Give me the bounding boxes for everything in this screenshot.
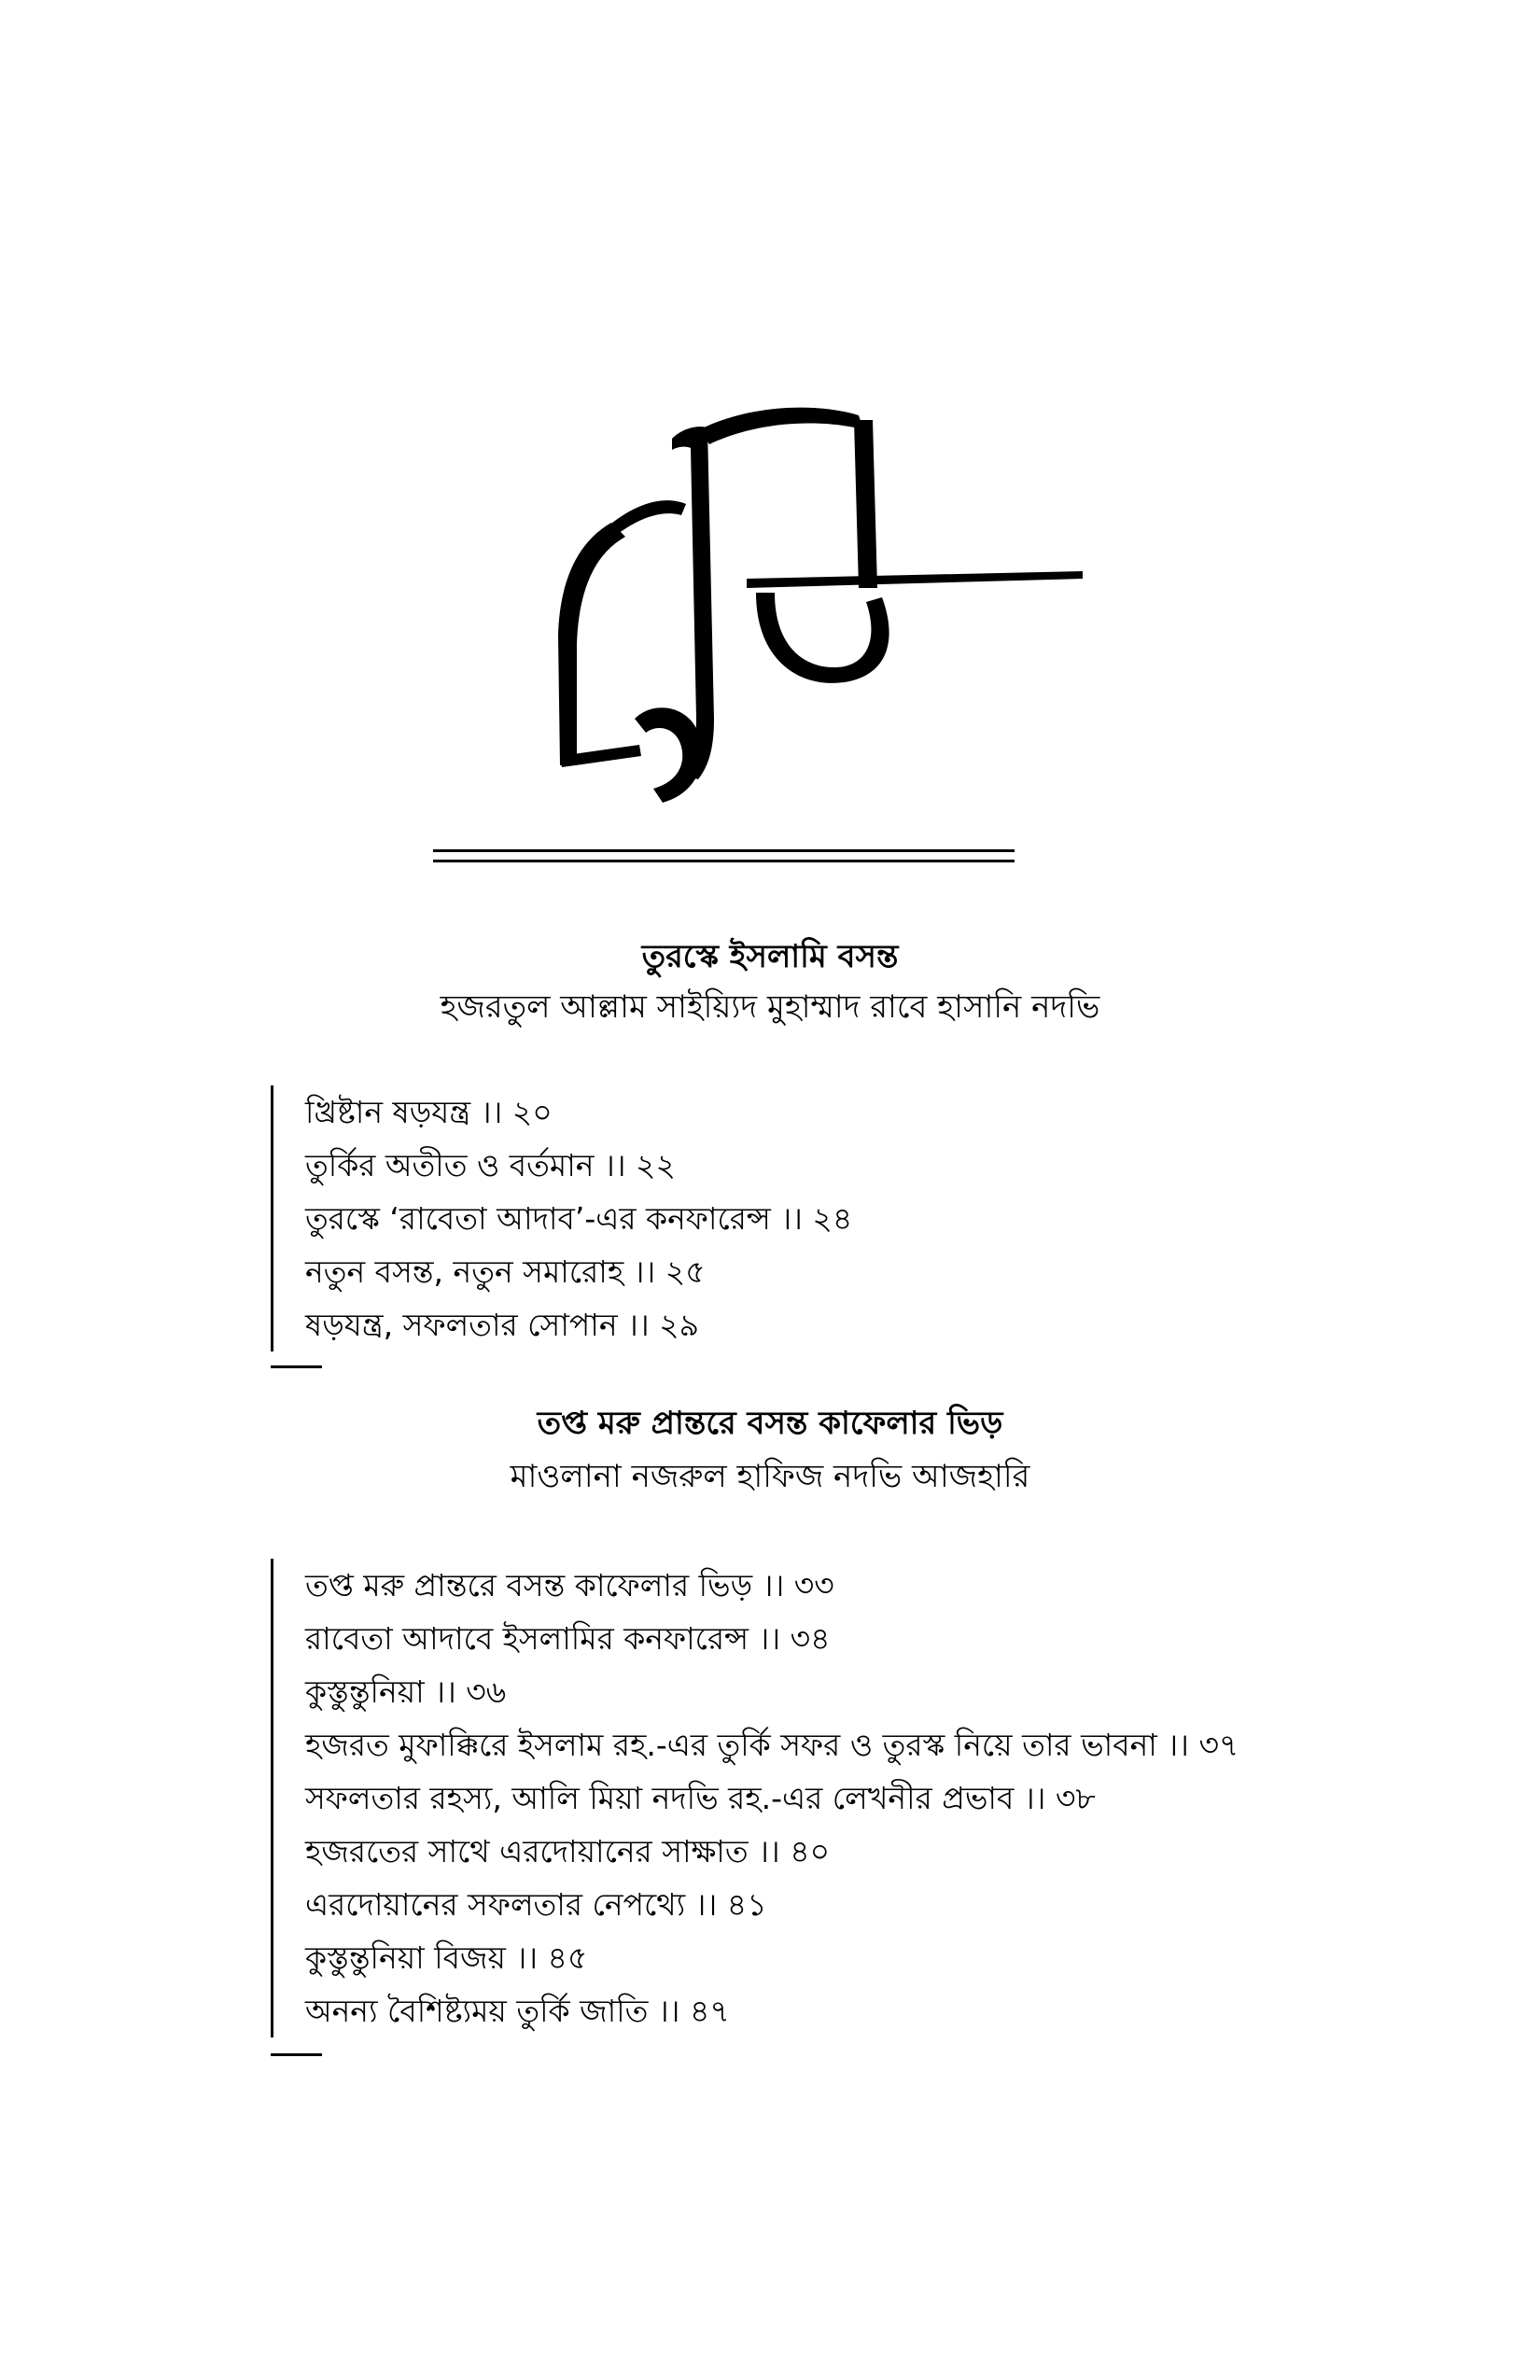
section-1-author: হজরতুল আল্লাম সাইয়্যিদ মুহাম্মাদ রাবে হাসানি নদভি [440,988,1100,1026]
toc-entry[interactable]: ষড়যন্ত্র, সফলতার সোপান ।। ২৯ [305,1307,700,1343]
section-2-author: মাওলানা নজরুল হাফিজ নদভি আজহারি [510,1458,1030,1495]
toc-entry[interactable]: হজরত মুফাক্কিরে ইসলাম রহ.-এর তুর্কি সফর ও তুরস্ক নিয়ে তার ভাবনা ।। ৩৭ [305,1727,1239,1763]
toc-entry[interactable]: তুর্কির অতীত ও বর্তমান ।। ২২ [305,1147,676,1183]
section-1-toc [271,1085,852,1351]
toc-entry[interactable]: কুস্তুন্তুনিয়া ।। ৩৬ [305,1673,507,1710]
toc-entry[interactable]: হজরতের সাথে এরদোয়ানের সাক্ষাত ।। ৪০ [305,1833,831,1869]
title-rule-bottom [433,860,1015,862]
section-2-toc [271,1559,1239,2037]
toc-entry[interactable]: কুস্তুন্তুনিয়া বিজয় ।। ৪৫ [305,1939,588,1976]
toc-entry[interactable]: খ্রিষ্টান ষড়যন্ত্র ।। ২০ [305,1094,553,1130]
toc-entry[interactable]: এরদোয়ানের সফলতার নেপথ্যে ।। ৪১ [305,1886,767,1923]
section-1-bracket-foot [271,1365,322,1368]
title-calligraphy-icon [523,364,1101,831]
section-2-heading: তপ্ত মরু প্রান্তরে বসন্ত কাফেলার ভিড় [537,1405,1003,1442]
toc-entry[interactable]: অনন্য বৈশিষ্ট্যময় তুর্কি জাতি ।। ৪৭ [305,1993,730,2029]
toc-entry[interactable]: সফলতার রহস্য, আলি মিয়া নদভি রহ.-এর লেখনীর প্রভাব ।। ৩৮ [305,1780,1096,1816]
section-1-heading: তুরস্কে ইসলামি বসন্ত [641,938,899,975]
toc-entry[interactable]: রাবেতা আদাবে ইসলামির কনফারেন্স ।। ৩৪ [305,1620,831,1657]
section-2-bracket-foot [271,2053,322,2056]
toc-entry[interactable]: তুরস্কে ‘রাবেতা আদাব’-এর কনফারেন্স ।। ২৪ [305,1200,853,1237]
calligraphic-title [523,364,1101,831]
toc-entry[interactable]: তপ্ত মরু প্রান্তরে বসন্ত কাফেলার ভিড় ।। ৩৩ [305,1567,834,1603]
toc-entry[interactable]: নতুন বসন্ত, নতুন সমারোহ ।। ২৫ [305,1253,706,1290]
title-rule-top [433,849,1015,852]
